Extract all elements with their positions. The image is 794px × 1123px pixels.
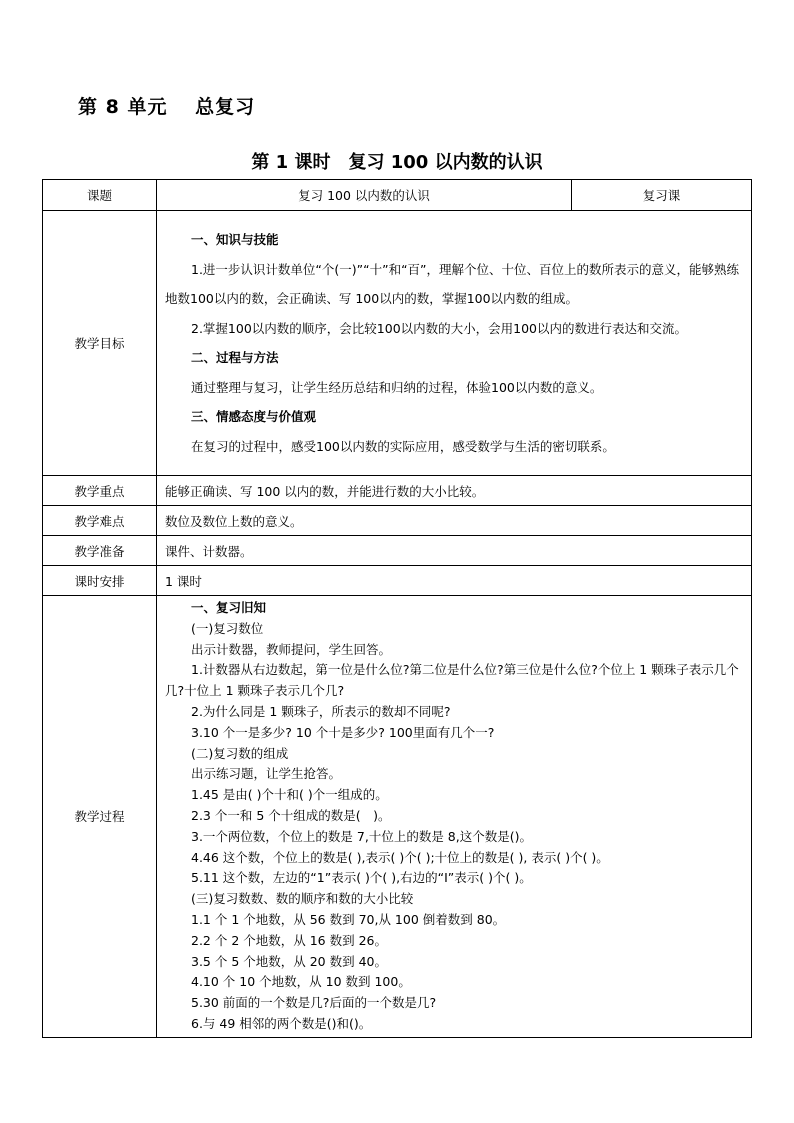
lesson-type: 复习课 xyxy=(572,180,752,211)
goals-content xyxy=(157,211,752,476)
goal-line: 一、知识与技能 xyxy=(191,232,279,247)
key-value: 能够正确读、写 100 以内的数，并能进行数的大小比较。 xyxy=(157,476,752,506)
goal-line: 二、过程与方法 xyxy=(191,350,279,365)
prep-row xyxy=(43,536,752,566)
schedule-label: 课时安排 xyxy=(43,566,157,596)
topic-label: 课题 xyxy=(43,180,157,211)
process-line: 3.一个两位数，个位上的数是 7,十位上的数是 8,这个数是()。 xyxy=(191,828,532,844)
process-line: 2.为什么同是 1 颗珠子，所表示的数却不同呢? xyxy=(191,703,451,719)
process-line: 4.10 个 10 个地数，从 10 数到 100。 xyxy=(191,974,411,990)
lesson-plan-table xyxy=(42,179,752,1038)
key-label: 教学重点 xyxy=(43,476,157,506)
schedule-row xyxy=(43,566,752,596)
process-line: 1.计数器从右边数起，第一位是什么位?第二位是什么位?第三位是什么位?个位上 1 颗珠子表示几个几?十位上 1 颗珠子表示几个几? xyxy=(165,662,739,699)
prep-label: 教学准备 xyxy=(43,536,157,566)
prep-value: 课件、计数器。 xyxy=(157,536,752,566)
difficulty-label: 教学难点 xyxy=(43,506,157,536)
topic-value: 复习 100 以内数的认识 xyxy=(157,180,572,211)
process-line: 2.3 个一和 5 个十组成的数是( )。 xyxy=(191,807,391,823)
goal-line: 2.掌握100以内数的顺序，会比较100以内数的大小，会用100以内的数进行表达和交流。 xyxy=(191,320,688,336)
process-line: (一)复习数位 xyxy=(191,620,264,636)
difficulty-value: 数位及数位上数的意义。 xyxy=(157,506,752,536)
unit-title: 第 8 单元 总复习 xyxy=(78,96,256,118)
process-line: 1.45 是由( )个十和( )个一组成的。 xyxy=(191,787,388,803)
process-line: (二)复习数的组成 xyxy=(191,745,289,761)
process-line: 5.30 前面的一个数是几?后面的一个数是几? xyxy=(191,995,437,1011)
goals-label: 教学目标 xyxy=(43,211,157,476)
key-row xyxy=(43,476,752,506)
process-line: (三)复习数数、数的顺序和数的大小比较 xyxy=(191,891,414,907)
process-line: 一、复习旧知 xyxy=(191,600,267,615)
process-line: 4.46 这个数，个位上的数是( ),表示( )个( );十位上的数是( ), 表示( )个( )。 xyxy=(191,849,609,865)
topic-row xyxy=(43,180,752,211)
goal-line: 三、情感态度与价值观 xyxy=(191,409,317,424)
schedule-value: 1 课时 xyxy=(157,566,752,596)
process-row xyxy=(43,596,752,1038)
process-line: 6.与 49 相邻的两个数是()和()。 xyxy=(191,1015,372,1031)
process-line: 5.11 这个数，左边的“1”表示( )个( ),右边的“I”表示( )个( )。 xyxy=(191,870,532,886)
lesson-title: 第 1 课时 复习 100 以内数的认识 xyxy=(251,152,543,173)
process-content xyxy=(157,596,752,1038)
process-line: 2.2 个 2 个地数，从 16 数到 26。 xyxy=(191,932,387,948)
process-label: 教学过程 xyxy=(43,596,157,1038)
process-line: 1.1 个 1 个地数，从 56 数到 70,从 100 倒着数到 80。 xyxy=(191,911,506,927)
goal-line: 通过整理与复习，让学生经历总结和归纳的过程，体验100以内数的意义。 xyxy=(191,379,603,395)
process-line: 3.5 个 5 个地数，从 20 数到 40。 xyxy=(191,953,387,969)
goals-row xyxy=(43,211,752,476)
difficulty-row xyxy=(43,506,752,536)
goal-line: 1.进一步认识计数单位“个(一)”“十”和“百”，理解个位、十位、百位上的数所表示的意义，能够熟练地数100以内的数，会正确读、写 100以内的数，掌握100以内数的组成。 xyxy=(165,261,740,306)
process-line: 出示计数器，教师提问，学生回答。 xyxy=(191,641,392,657)
process-line: 3.10 个一是多少? 10 个十是多少? 100里面有几个一? xyxy=(191,724,495,740)
goal-line: 在复习的过程中，感受100以内数的实际应用，感受数学与生活的密切联系。 xyxy=(191,438,615,454)
process-line: 出示练习题，让学生抢答。 xyxy=(191,766,342,782)
